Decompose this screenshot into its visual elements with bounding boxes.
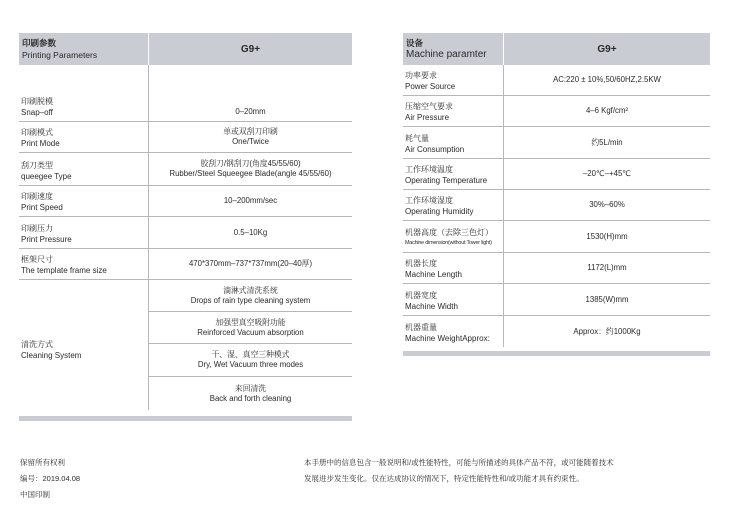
cleaning-option [149,280,352,312]
footer-disclaimer [304,455,614,487]
cleaning-option-en: Back and forth cleaning [209,393,292,403]
row-value: Approx：约1000Kg [573,326,641,336]
table-row [403,159,710,190]
machine-parameters-table [403,33,710,347]
table-bottom-rule [403,351,710,356]
row-value: 470*370mm–737*737mm(20–40厚) [188,259,313,268]
table-row [19,217,352,249]
table-row [403,65,710,96]
row-value: 1172(L)mm [587,263,627,272]
row-label-zh: 刮刀类型 [21,161,53,170]
row-label-en: Operating Temperature [405,176,488,185]
cleaning-option-en: Dry, Wet Vacuum three modes [197,360,304,369]
cleaning-option-zh: 干、湿、真空三种模式 [211,350,290,359]
row-label-zh: 印刷模式 [21,128,53,137]
row-label-zh: 工作环境湿度 [405,196,453,205]
row-value: 4–6 Kgf/cm² [585,106,629,115]
row-label-en: Machine dimension(without Tower light) [405,240,492,246]
table-row [403,284,710,316]
disclaimer-line: 发展进步发生变化。仅在达成协议的情况下，特定性能特性和/或功能才具有约束性。 [304,474,584,483]
row-value: 10–200mm/sec [223,196,278,205]
disclaimer-line: 本手册中的信息包含一般说明和/或性能特性，可能与所描述的具体产品不符，或可能随着技术 [304,458,614,467]
row-label-en: Machine Width [405,302,458,311]
header-label-cell [19,33,149,65]
table-bottom-rule [19,416,352,421]
table-row [19,122,352,153]
row-label-zh: 工作环境温度 [405,165,453,174]
row-label-en: Operating Humidity [405,207,474,216]
header-label-cell [403,33,504,65]
row-label-zh: 印刷脱模 [21,97,53,106]
table-row [403,316,710,347]
row-value: 胶刮刀/钢刮刀(角度45/55/60) [200,159,301,168]
cleaning-label-en: Cleaning System [21,351,82,360]
row-label-en: The template frame size [21,266,107,275]
row-value: 0–20mm [235,107,266,116]
model-name: G9+ [240,43,261,55]
row-label-zh: 机器宽度 [405,291,437,300]
model-name: G9+ [597,43,617,55]
row-label-zh: 印刷速度 [21,192,53,201]
row-label-zh: 机器高度（去除三色灯） [405,228,493,237]
row-label-en: Power Source [405,82,456,91]
row-label-zh: 耗气量 [405,134,429,143]
header-label-en: Machine paramter [406,48,487,60]
row-value: 1530(H)mm [586,231,628,241]
row-label-zh: 压缩空气要求 [405,102,453,111]
cleaning-option-en: Drops of rain type cleaning system [190,295,311,305]
row-value-en: One/Twice [232,137,269,146]
row-label-en: Air Consumption [405,145,465,154]
printing-parameters-table [19,33,352,410]
row-label-zh: 机器长度 [405,259,437,268]
row-value: 1385(W)mm [585,294,629,304]
table-row [403,221,710,253]
cleaning-label-zh: 清洗方式 [21,340,53,349]
row-label-en: queegee Type [21,172,72,181]
table-row [19,65,352,122]
printed-in: 中国印制 [20,490,50,499]
row-label-en: Machine Length [405,270,462,279]
row-label-en: Print Speed [21,203,63,212]
row-value: 单或双刮刀印刷 [223,127,278,136]
cleaning-option-zh: 来回清洗 [234,383,267,393]
footer-left [20,455,80,503]
document-number: 编号：2019.04.08 [20,474,81,483]
header-label-en: Printing Parameters [22,49,98,60]
table-row [403,127,710,159]
table-row [19,186,352,217]
cleaning-option-en: Reinforced Vacuum absorption [197,327,304,337]
table-row [403,96,710,127]
cleaning-option [149,344,352,377]
row-label-zh: 机器重量 [405,323,437,332]
row-label-en: Snap–off [21,108,53,117]
header-label-zh: 设备 [406,37,424,48]
row-label-zh: 功率要求 [405,71,437,80]
row-label-en: Print Mode [21,139,60,148]
row-label-zh: 印刷压力 [21,224,53,233]
table-row [403,190,710,221]
row-value: 0.5–10Kg [233,227,268,237]
row-value: AC:220 ± 10%,50/60HZ,2.5KW [553,75,661,84]
machine-parameters-header [403,33,710,65]
row-value: 30%–60% [589,200,625,209]
cleaning-option-zh: 加强型真空吸附功能 [215,317,286,327]
row-label-en: Machine WeightApprox: [405,334,490,343]
table-row [19,249,352,280]
cleaning-system-row [19,280,352,410]
row-label-en: Print Pressure [21,235,72,244]
table-row [19,153,352,186]
row-value-en: Rubber/Steel Squeegee Blade(angle 45/55/60) [169,169,332,178]
rights-reserved: 保留所有权利 [20,458,65,467]
row-value: 约5L/min [591,137,623,147]
header-label-zh: 印刷参数 [22,37,57,48]
cleaning-option [149,377,352,410]
printing-parameters-header [19,33,352,65]
row-value: –20℃–+45℃ [582,169,632,178]
row-label-zh: 框架尺寸 [21,255,53,264]
cleaning-option [149,312,352,344]
cleaning-option-zh: 滴淋式清洗系统 [223,285,278,295]
row-label-en: Air Pressure [405,113,450,122]
table-row [403,253,710,284]
